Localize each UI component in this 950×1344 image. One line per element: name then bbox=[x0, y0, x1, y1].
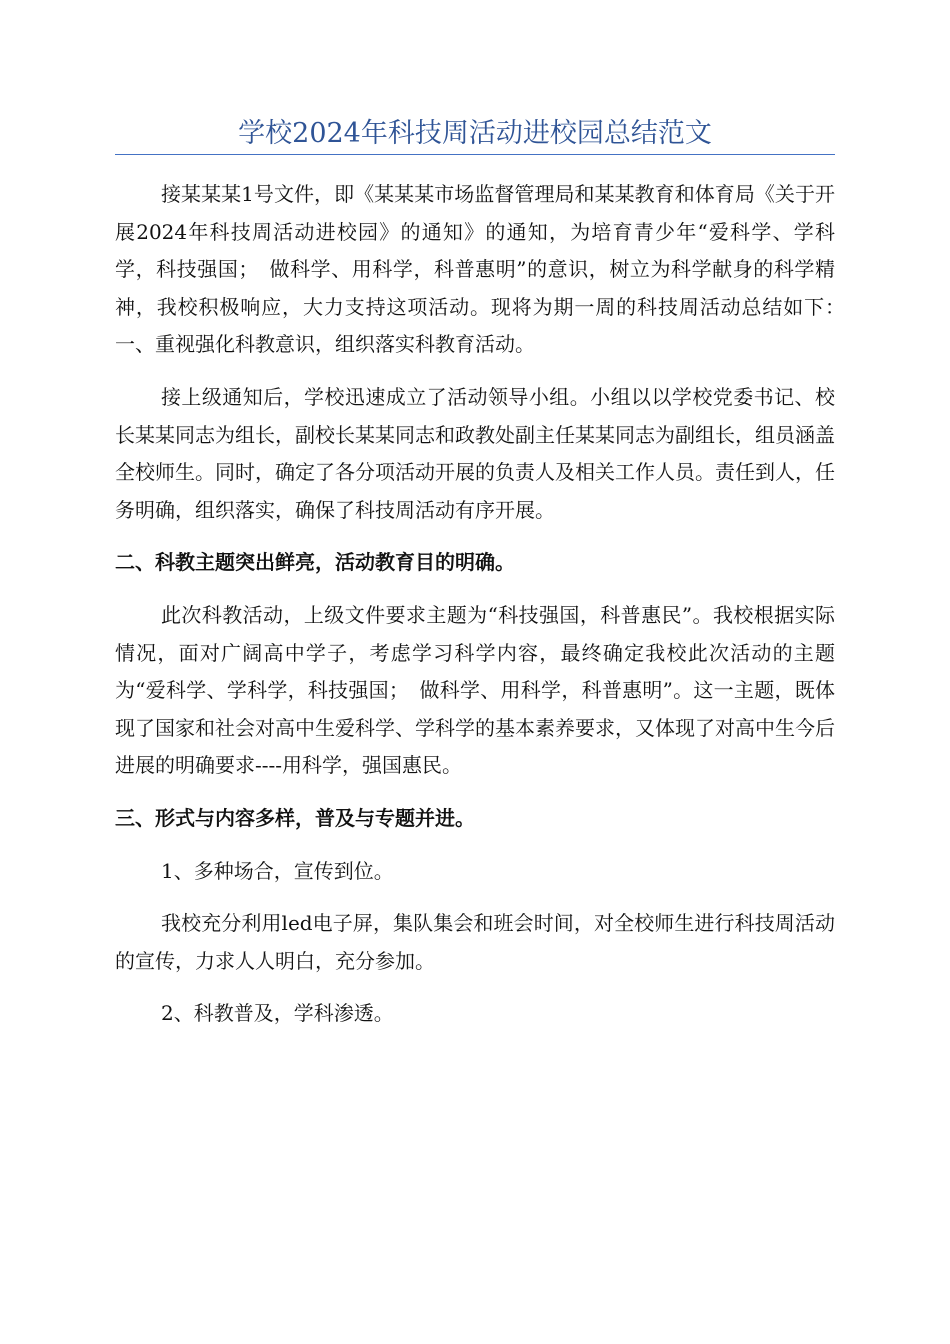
document-body bbox=[115, 176, 855, 1048]
paragraph-leadership-group: 接上级通知后，学校迅速成立了活动领导小组。小组以以学校党委书记、校长某某同志为组长，副校长某某同志和政教处副主任某某同志为副组长，组员涵盖全校师生。同时，确定了各分项活动开展的负责人及相关工作人员。责任到人，任务明确，组织落实，确保了科技周活动有序开展。 bbox=[115, 384, 835, 522]
document-title: 学校2024年科技周活动进校园总结范文 bbox=[238, 118, 712, 149]
section-heading-theme: 二、科教主题突出鲜亮，活动教育目的明确。 bbox=[115, 550, 515, 575]
paragraph-theme: 此次科教活动，上级文件要求主题为“科技强国，科普惠民”。我校根据实际情况，面对广阔高中学子，考虑学习科学内容，最终确定我校此次活动的主题为“爱科学、学科学，科技强国； 做科学、用科学，科普惠明”。这一主题，既体现了国家和社会对高中生爱科学、学科学的基本素养要求，又体现了对高中生今后进展的明确要求----用科学，强国惠民。 bbox=[115, 602, 835, 778]
paragraph-publicity: 我校充分利用led电子屏，集队集会和班会时间，对全校师生进行科技周活动的宣传，力求人人明白，充分参加。 bbox=[115, 911, 835, 973]
subheading-popularization: 2、科教普及，学科渗透。 bbox=[161, 1001, 394, 1026]
subheading-publicity: 1、多种场合，宣传到位。 bbox=[161, 858, 394, 883]
title-underline bbox=[115, 154, 835, 155]
paragraph-intro: 接某某某1号文件，即《某某某市场监督管理局和某某教育和体育局《关于开展2024年科技周活动进校园》的通知》的通知，为培育青少年“爱科学、学科学，科技强国； 做科学、用科学，科普惠明”的意识，树立为科学献身的科学精神，我校积极响应，大力支持这项活动。现将为期一周的科技周活动总结如下： 一、重视强化科教意识，组织落实科教育活动。 bbox=[115, 182, 855, 357]
section-heading-forms: 三、形式与内容多样，普及与专题并进。 bbox=[115, 805, 475, 830]
